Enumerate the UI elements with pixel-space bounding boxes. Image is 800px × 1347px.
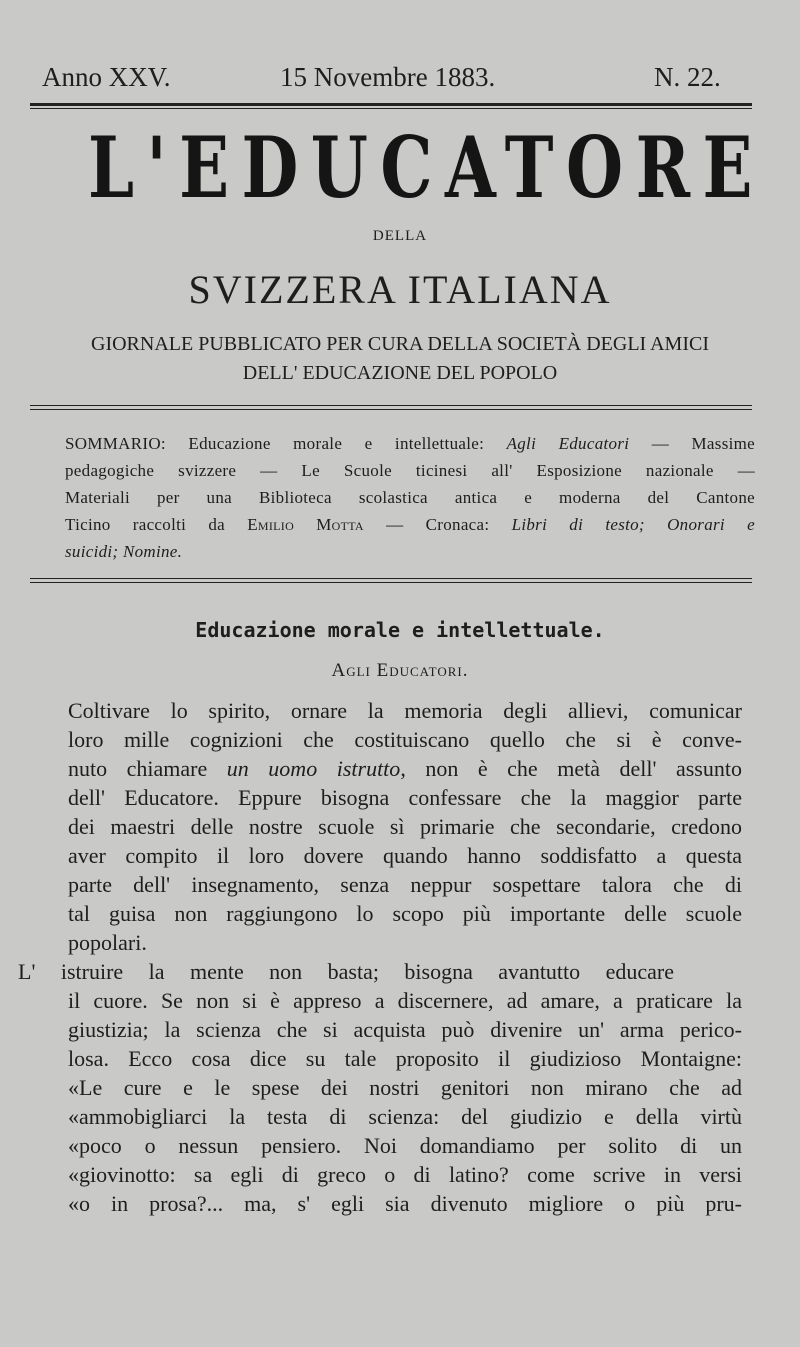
text-segment: — Massime	[629, 434, 755, 453]
text-segment: L' istruire la mente non basta; bisogna avantutto educare	[18, 959, 674, 984]
text-segment: giustizia; la scienza che si acquista può divenire un' arma perico-	[68, 1017, 742, 1042]
text-line	[65, 542, 755, 562]
text-line	[68, 1133, 742, 1159]
text-segment: losa. Ecco cosa dice su tale proposito il giudizioso Montaigne:	[68, 1046, 742, 1071]
text-line	[68, 814, 742, 840]
text-segment: un uomo istrutto	[226, 756, 401, 781]
text-segment: Emilio Motta	[247, 515, 364, 534]
text-line	[65, 515, 755, 535]
text-segment: il cuore. Se non si è appreso a discernere, ad amare, a praticare la	[68, 988, 742, 1013]
text-line	[68, 756, 742, 782]
text-line	[65, 461, 755, 481]
masthead-della: DELLA	[372, 228, 428, 244]
text-line	[68, 727, 742, 753]
divider	[30, 103, 752, 106]
text-segment: pedagogiche svizzere — Le Scuole ticinesi all' Esposizione nazionale —	[65, 461, 755, 480]
text-line	[0, 959, 674, 985]
text-segment: — Cronaca:	[363, 515, 512, 534]
text-segment: tal guisa non raggiungono lo scopo più importante delle scuole	[68, 901, 742, 926]
text-segment: «o in prosa?... ma, s' egli sia divenuto migliore o più pru-	[68, 1191, 742, 1216]
text-segment: «poco o nessun pensiero. Noi domandiamo per solito di un	[68, 1133, 742, 1158]
text-line	[68, 785, 742, 811]
article-subheading: Agli Educatori.	[331, 660, 469, 681]
text-line	[65, 488, 755, 508]
text-segment: loro mille cognizioni che costituiscano quello che si è conve-	[68, 727, 742, 752]
text-line	[68, 1075, 742, 1101]
text-segment: Agli Educatori	[506, 434, 630, 453]
divider	[30, 108, 752, 109]
text-segment: «giovinotto: sa egli di greco o di latino? come scrive in versi	[68, 1162, 742, 1187]
masthead-desc-2: DELL' EDUCAZIONE DEL POPOLO	[242, 362, 558, 384]
text-line	[68, 1162, 742, 1188]
text-line	[68, 930, 742, 956]
text-line	[68, 1017, 742, 1043]
divider	[30, 409, 752, 410]
masthead-desc-1: GIORNALE PUBBLICATO PER CURA DELLA SOCIETÀ DEGLI AMICI	[91, 333, 709, 355]
text-line	[68, 901, 742, 927]
divider	[30, 405, 752, 406]
text-segment: dei maestri delle nostre scuole sì primarie che secondarie, credono	[68, 814, 742, 839]
text-line	[68, 872, 742, 898]
text-segment: suicidi; Nomine.	[65, 542, 183, 561]
masthead-title: L'EDUCATORE	[88, 118, 765, 217]
text-line	[68, 988, 742, 1014]
text-segment: nuto chiamare	[68, 756, 227, 781]
masthead-subtitle: SVIZZERA ITALIANA	[188, 267, 612, 312]
text-segment: Coltivare lo spirito, ornare la memoria degli allievi, comunicar	[68, 698, 742, 723]
text-line	[68, 698, 742, 724]
text-segment: parte dell' insegnamento, senza neppur sospettare talora che di	[68, 872, 742, 897]
issue-number: N. 22.	[654, 62, 721, 92]
text-segment: Ticino raccolti da	[65, 515, 248, 534]
text-line	[68, 1191, 742, 1217]
text-line	[68, 1104, 742, 1130]
text-segment: «ammobigliarci la testa di scienza: del giudizio e della virtù	[68, 1104, 742, 1129]
text-line	[65, 434, 755, 454]
volume-year: Anno XXV.	[42, 62, 171, 92]
text-segment: , non è che metà dell' assunto	[400, 756, 742, 781]
text-segment: «Le cure e le spese dei nostri genitori non mirano che ad	[68, 1075, 742, 1100]
text-line	[68, 843, 742, 869]
issue-date: 15 Novembre 1883.	[280, 62, 496, 92]
text-segment: SOMMARIO: Educazione morale e intellettuale:	[65, 434, 507, 453]
article-heading: Educazione morale e intellettuale.	[195, 618, 605, 642]
text-segment: popolari.	[68, 930, 147, 955]
text-segment: Materiali per una Biblioteca scolastica antica e moderna del Cantone	[65, 488, 755, 507]
text-segment: Libri di testo; Onorari e	[511, 515, 755, 534]
divider	[30, 582, 752, 583]
divider	[30, 578, 752, 579]
text-segment: dell' Educatore. Eppure bisogna confessare che la maggior parte	[68, 785, 742, 810]
text-line	[68, 1046, 742, 1072]
text-segment: aver compito il loro dovere quando hanno soddisfatto a questa	[68, 843, 742, 868]
